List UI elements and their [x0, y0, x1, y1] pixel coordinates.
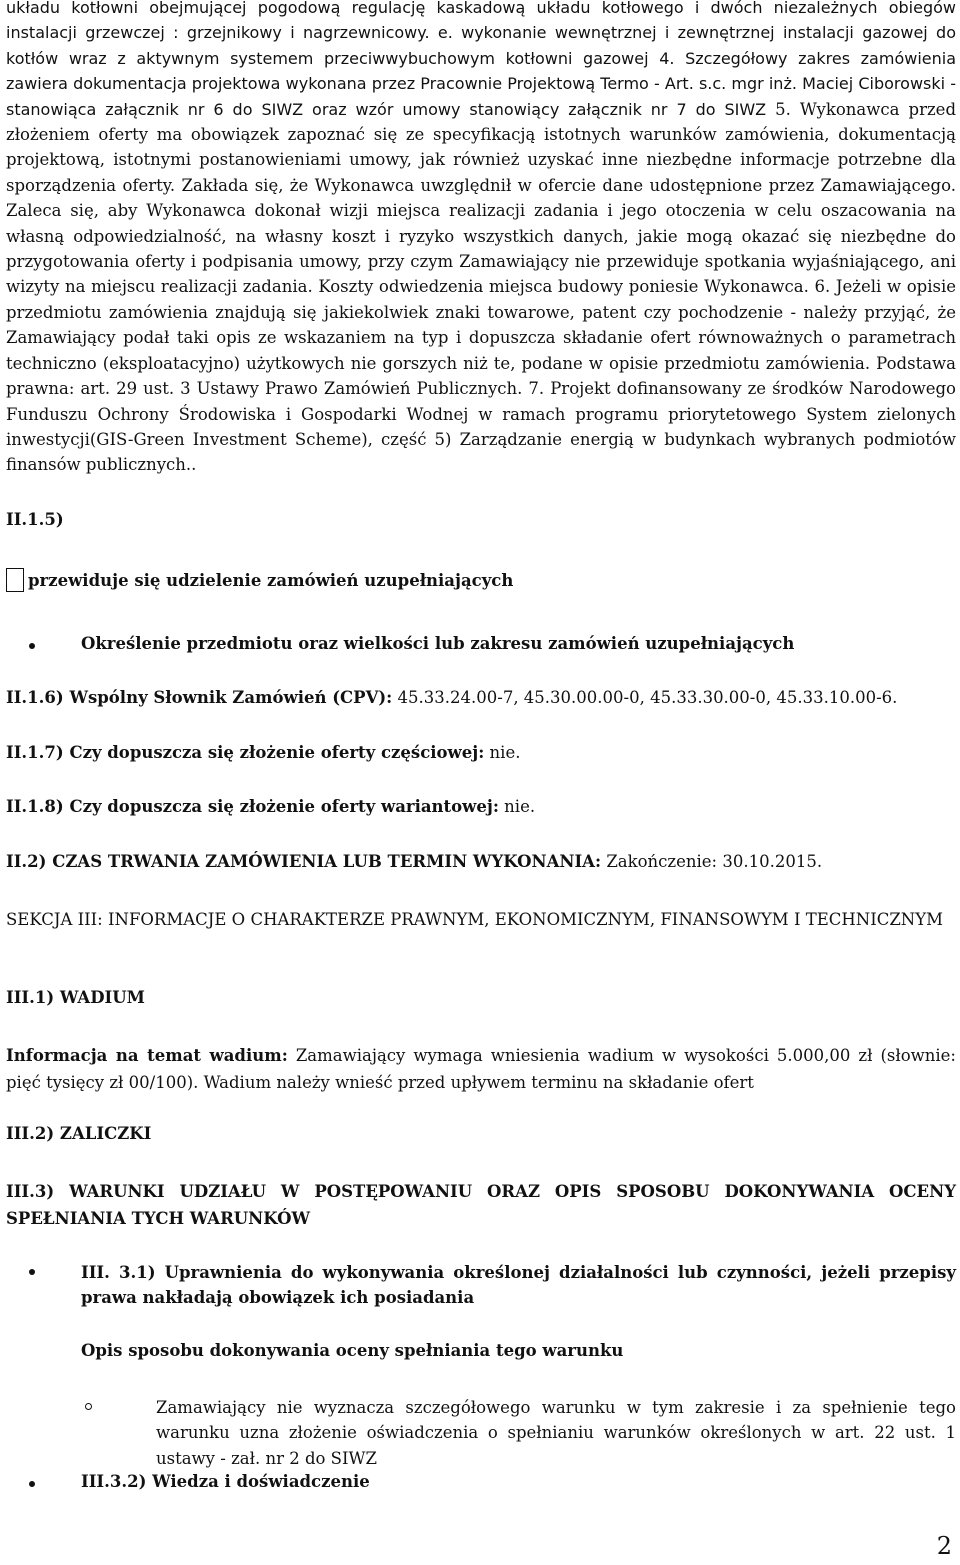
duration-value: Zakończenie: 30.10.2015. — [601, 852, 823, 871]
supplementary-orders-label: przewiduje się udzielenie zamówień uzupełniających — [28, 570, 514, 590]
hollow-bullet-icon — [6, 1395, 156, 1471]
bullet-icon — [6, 1472, 81, 1491]
assessment-heading: Opis sposobu dokonywania oceny spełniania tego warunku — [81, 1341, 624, 1360]
advances-title: III.2) ZALICZKI — [6, 1124, 152, 1143]
wadium-info — [6, 1042, 956, 1096]
experience-title: III.3.2) Wiedza i doświadczenie — [81, 1472, 370, 1491]
wadium-title: III.1) WADIUM — [6, 988, 145, 1007]
variant-offer-label: II.1.8) Czy dopuszcza się złożenie oferty wariantowej: — [6, 797, 499, 816]
duration-label: II.2) CZAS TRWANIA ZAMÓWIENIA LUB TERMIN WYKONANIA: — [6, 852, 602, 871]
section-ii-1-8 — [6, 797, 956, 816]
section-iii-3-2 — [6, 1472, 956, 1491]
section-iii-3-1 — [6, 1260, 956, 1311]
supplementary-orders-bullet — [6, 634, 956, 653]
page-number: 2 — [936, 1532, 952, 1560]
variant-offer-value: nie. — [498, 797, 536, 816]
supplementary-orders-checkbox[interactable] — [6, 568, 24, 592]
wadium-label: Informacja na temat wadium: — [6, 1046, 288, 1065]
permissions-title: III. 3.1) Uprawnienia do wykonywania określonej działalności lub czynności, jeżeli przepisy prawa nakładają obowiązek ich posiadania — [81, 1263, 956, 1308]
cpv-label: II.1.6) Wspólny Słownik Zamówień (CPV): — [6, 688, 393, 707]
section-ii-2 — [6, 852, 956, 871]
section-ii-1-5 — [6, 510, 956, 529]
section-iii-3 — [6, 1178, 956, 1232]
section-ii-1-6 — [6, 688, 956, 707]
section-ii-1-7 — [6, 743, 956, 762]
intro-paragraph — [6, 0, 956, 478]
section-iii-1 — [6, 988, 956, 1007]
intro-text-sans: układu kotłowni obejmującej pogodową regulację kaskadową układu kotłowego i dwóch niezależnych obiegów instalacji grzewczej : grzejnikowy i nagrzewnicowy. e. wykonanie wewnętrznej i zewnętrznej instalacji gazowej do kotłów wraz z aktywnym systemem przeciwwybuchowym kotłowni gazowej 4. Szczegółowy zakres zamówienia zawiera dokumentacja projektowa wykonana przez Pracownie Projektową Termo - Art. s.c. mgr inż. Maciej Ciborowski - stanowiąca załącznik nr 6 do SIWZ oraz wzór umowy stanowiący załącznik nr 7 do SIWZ — [6, 0, 956, 119]
partial-offer-value: nie. — [484, 743, 521, 762]
assessment-text: Zamawiający nie wyznacza szczegółowego warunku w tym zakresie i za spełnienie tego warunku uzna złożenie oświadczenia o spełnianiu warunków określonych w art. 22 ust. 1 ustawy - zał. nr 2 do SIWZ — [156, 1398, 956, 1468]
bullet-icon — [6, 634, 81, 653]
wadium-text: Zamawiający wymaga wniesienia wadium w wysokości 5.000,00 zł (słownie: pięć tysięcy zł 00/100). Wadium należy wnieść przed upływem terminu na składanie ofert — [6, 1046, 956, 1092]
assessment-item — [6, 1395, 956, 1471]
section-iii-2 — [6, 1124, 956, 1143]
cpv-codes: 45.33.24.00-7, 45.30.00.00-0, 45.33.30.00-0, 45.33.10.00-6. — [392, 688, 898, 707]
conditions-title: III.3) WARUNKI UDZIAŁU W POSTĘPOWANIU ORAZ OPIS SPOSOBU DOKONYWANIA OCENY SPEŁNIANIA TYCH WARUNKÓW — [6, 1182, 956, 1228]
partial-offer-label: II.1.7) Czy dopuszcza się złożenie oferty częściowej: — [6, 743, 485, 762]
assessment-heading-row — [6, 1341, 956, 1360]
bullet-icon — [6, 1260, 81, 1311]
section-ii-1-5-label: II.1.5) — [6, 510, 64, 529]
section-iii-title: SEKCJA III: INFORMACJE O CHARAKTERZE PRAWNYM, EKONOMICZNYM, FINANSOWYM I TECHNICZNYM — [6, 910, 944, 929]
supplementary-orders-description: Określenie przedmiotu oraz wielkości lub zakresu zamówień uzupełniających — [81, 634, 795, 653]
supplementary-orders-option — [6, 568, 956, 592]
intro-text-serif: 5. Wykonawca przed złożeniem oferty ma obowiązek zapoznać się ze specyfikacją istotnych warunków zamówienia, dokumentacją projektową, istotnymi postanowieniami umowy, jak również uzyskać inne niezbędne informacje potrzebne dla sporządzenia oferty. Zakłada się, że Wykonawca uwzględnił w ofercie dane udostępnione przez Zamawiającego. Zaleca się, aby Wykonawca dokonał wizji miejsca realizacji zadania i jego otoczenia w celu oszacowania na własną odpowiedzialność, na własny koszt i ryzyko wszystkich danych, jakie mogą okazać się niezbędne do przygotowania oferty i podpisania umowy, przy czym Zamawiający nie przewiduje spotkania wyjaśniającego, ani wizyty na miejscu realizacji zadania. Koszty odwiedzenia miejsca budowy poniesie Wykonawca. 6. Jeżeli w opisie przedmiotu zamówienia znajdują się jakiekolwiek znaki towarowe, patent czy pochodzenie - należy przyjąć, że Zamawiający podał taki opis ze wskazaniem na typ i dopuszcza składanie ofert równoważnych o parametrach techniczno (eksploatacyjno) użytkowych nie gorszych niż te, podane w opisie przedmiotu zamówienia. Podstawa prawna: art. 29 ust. 3 Ustawy Prawo Zamówień Publicznych. 7. Projekt dofinansowany ze środków Narodowego Funduszu Ochrony Środowiska i Gospodarki Wodnej w ramach programu priorytetowego System zielonych inwestycji(GIS-Green Investment Scheme), część 5) Zarządzanie energią w budynkach wybranych podmiotów finansów publicznych.. — [6, 99, 957, 475]
